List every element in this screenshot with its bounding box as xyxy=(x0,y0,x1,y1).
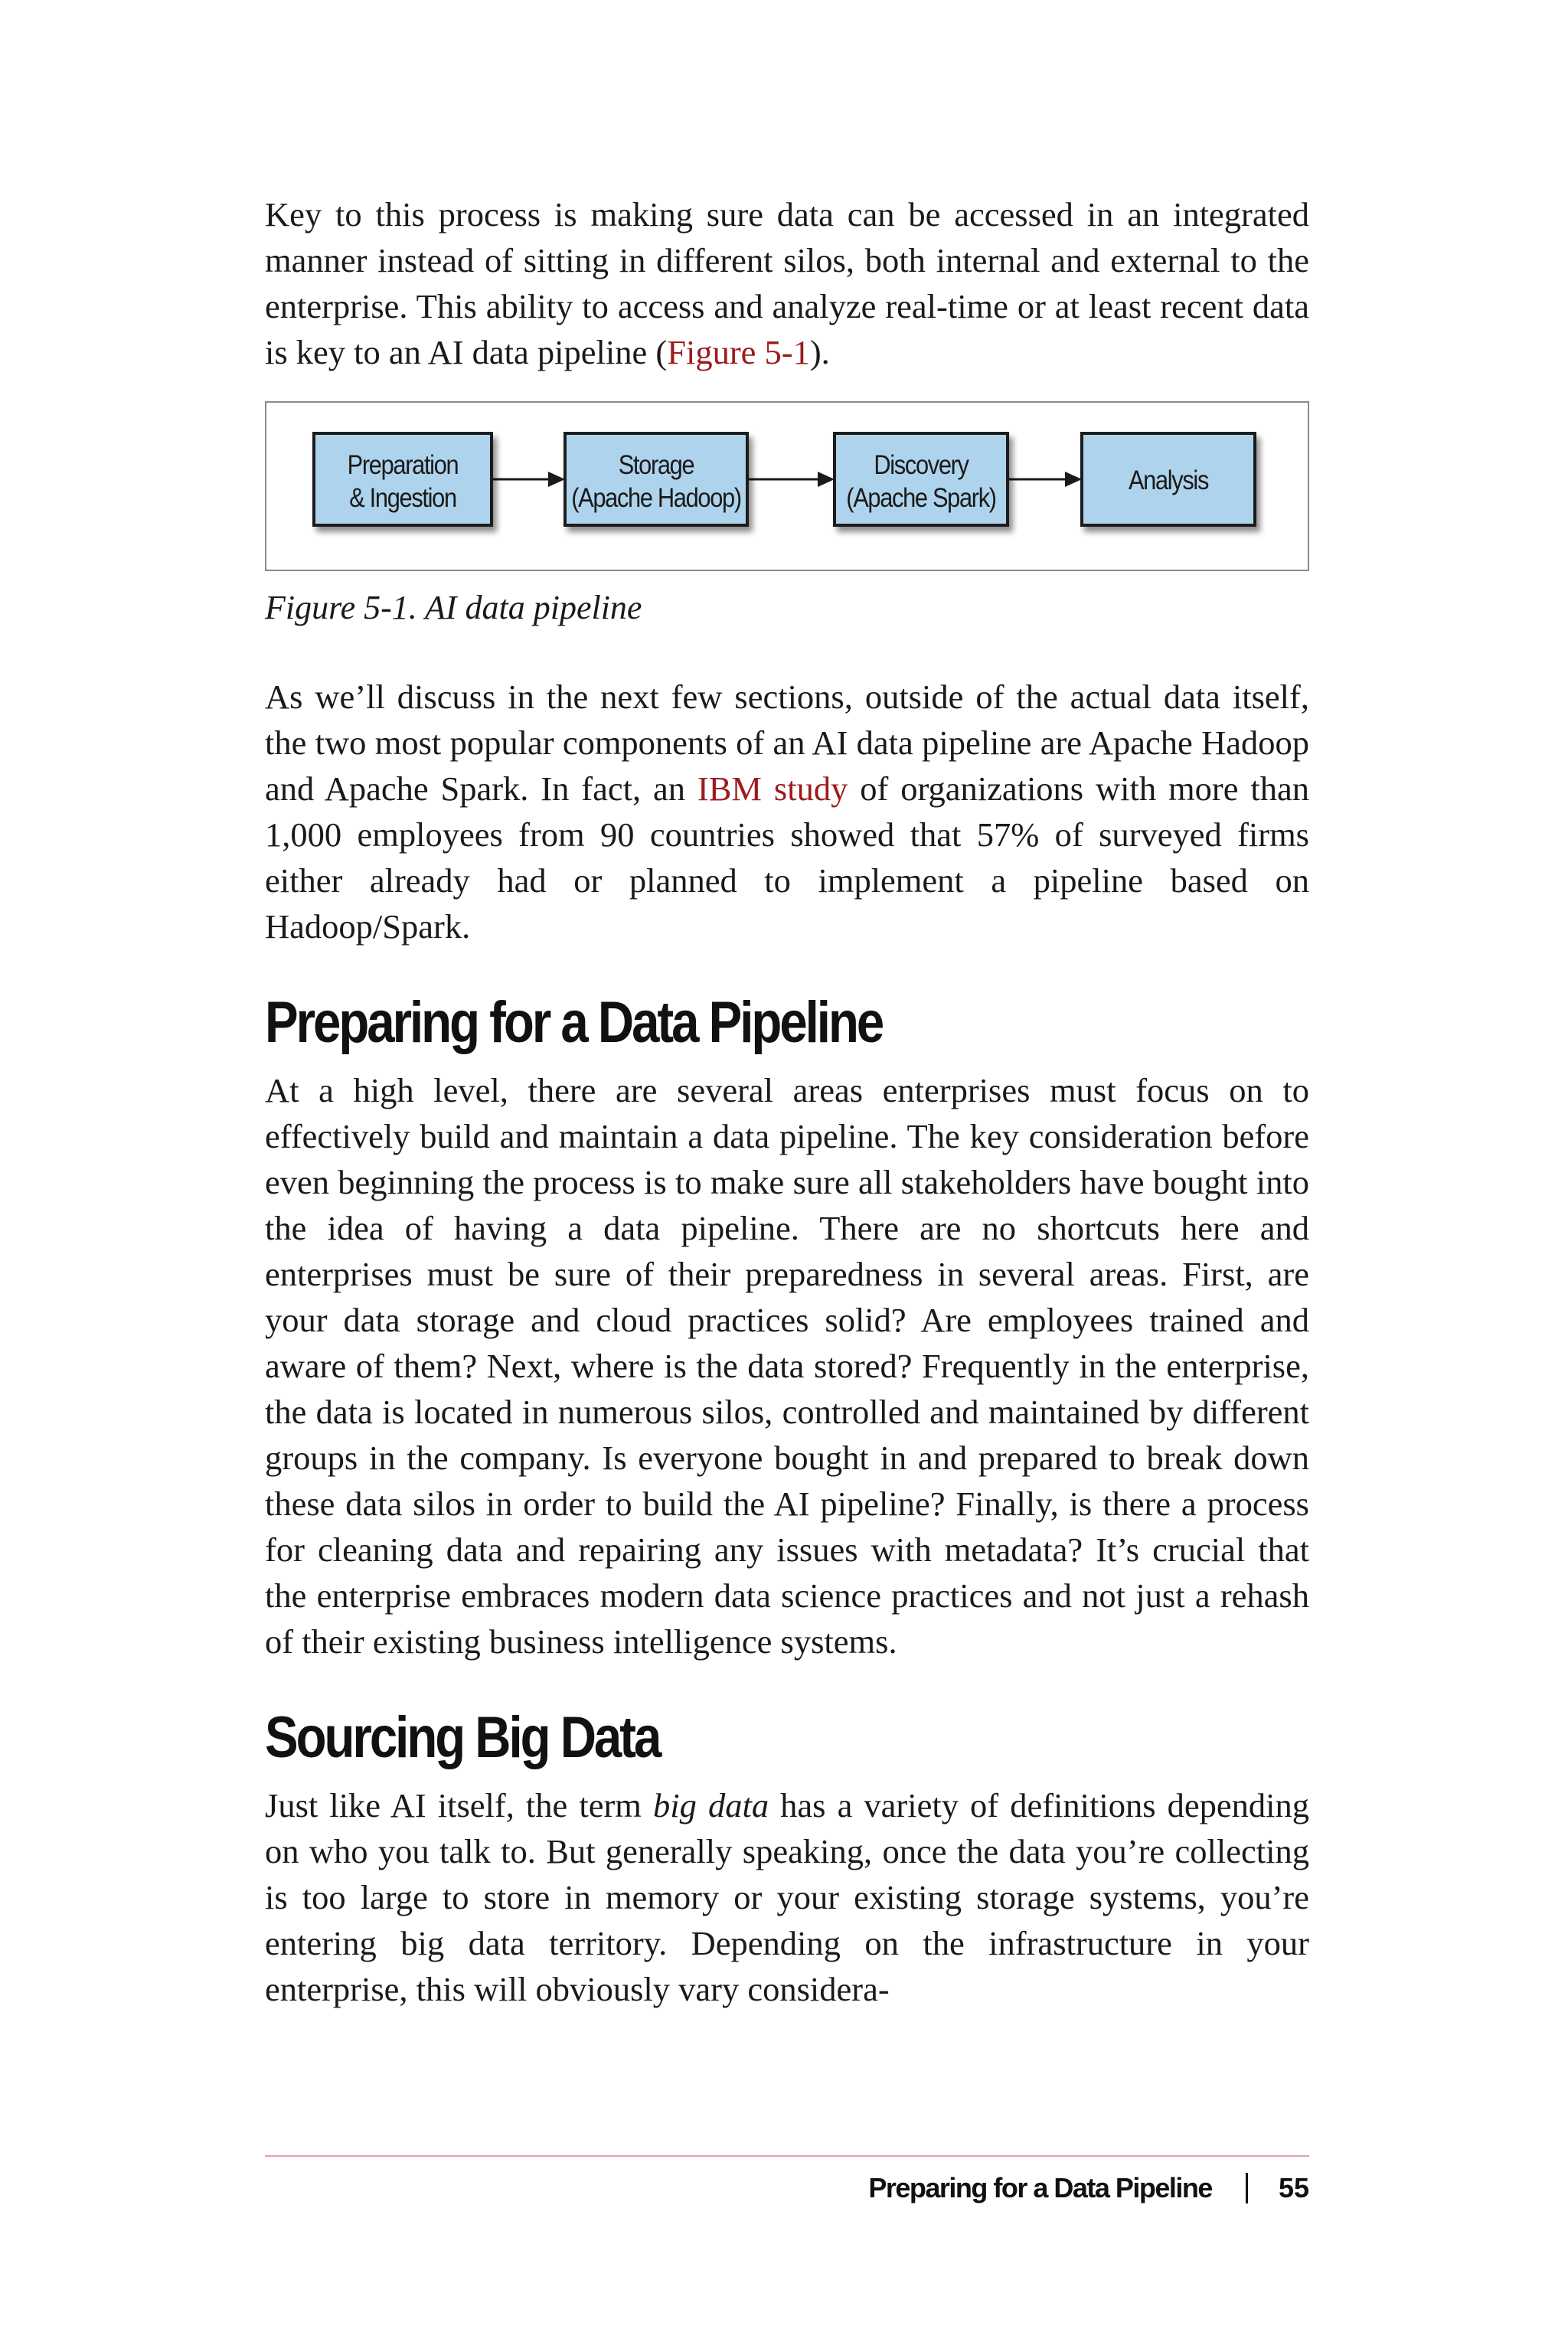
box-storage-line2: (Apache Hadoop) xyxy=(571,482,741,513)
arrow-3-head xyxy=(1065,472,1082,487)
pipeline-figure xyxy=(265,401,1309,571)
paragraph-preparing: At a high level, there are several areas enterprises must focus on to effectively build and maintain a data pipeline. The key consideration before even beginning the process is to make sure all stakeholders have bought into the idea of having a data pipeline. There are no shortcuts here and enterprises must be sure of their preparedness in several areas. First, are your data storage and cloud practices solid? Are employees trained and aware of them? Next, where is the data stored? Frequently in the enterprise, the data is located in numerous silos, controlled and maintained by different groups in the company. Is everyone bought in and prepared to break down these data silos in order to build the AI pipeline? Finally, is there a process for cleaning data and repairing any issues with metadata? It’s crucial that the enterprise embraces modern data science practices and not just a rehash of their existing business intelligence systems. xyxy=(265,1071,1309,1661)
box-preparation-line1: Preparation xyxy=(347,449,459,480)
paragraph-components-text: As we’ll discuss in the next few sections, outside of the actual data itself, the two most popular components of an AI data pipeline are Apache Hadoop and Apache Spark. In fact, an xyxy=(265,678,1309,808)
paragraph-sourcing-post: has a variety of definitions depending on who you talk to. But generally speaking, once the data you’re collecting is too large to store in memory or your existing storage systems, you’re entering big data territory. Depending on the infrastructure in your enterprise, this will obviously vary considera- xyxy=(265,1786,1309,2008)
paragraph-intro-tail: ). xyxy=(809,333,830,371)
pipeline-diagram xyxy=(266,403,1308,570)
section-heading-sourcing: Sourcing Big Data xyxy=(265,1705,660,1770)
arrow-1-head xyxy=(548,472,565,487)
footer-section-title: Preparing for a Data Pipeline xyxy=(868,2172,1212,2203)
box-storage-line1: Storage xyxy=(618,449,694,480)
box-analysis-line1: Analysis xyxy=(1128,465,1209,495)
footer-rule xyxy=(265,2155,1309,2157)
arrow-2-head xyxy=(818,472,835,487)
page-number: 55 xyxy=(1278,2172,1309,2203)
paragraph-sourcing xyxy=(265,1782,1309,2012)
figure-5-1-link[interactable]: Figure 5-1 xyxy=(667,333,810,371)
figure-caption: Figure 5-1. AI data pipeline xyxy=(265,589,642,626)
section-heading-preparing: Preparing for a Data Pipeline xyxy=(265,990,883,1055)
box-discovery-line1: Discovery xyxy=(874,449,969,480)
paragraph-intro-text: Key to this process is making sure data can be accessed in an integrated manner instead of sitting in different silos, both internal and external to the enterprise. This ability to access and analyze real-time or at least recent data is key to an AI data pipeline ( xyxy=(265,195,1309,371)
page-footer xyxy=(868,2165,1309,2211)
paragraph-components-tail: of organizations with more than 1,000 employees from 90 countries showed that 57% of surveyed firms either already had or planned to implement a pipeline based on Hadoop/Spark. xyxy=(265,769,1309,946)
paragraph-intro xyxy=(265,191,1309,375)
box-discovery-line2: (Apache Spark) xyxy=(846,482,996,513)
paragraph-sourcing-pre: Just like AI itself, the term xyxy=(265,1786,654,1824)
big-data-term: big data xyxy=(653,1786,769,1824)
page-content xyxy=(265,191,1309,2012)
footer-separator xyxy=(1246,2173,1248,2203)
paragraph-components xyxy=(265,674,1309,949)
box-preparation-line2: & Ingestion xyxy=(349,482,456,513)
ibm-study-link[interactable]: IBM study xyxy=(697,769,848,808)
